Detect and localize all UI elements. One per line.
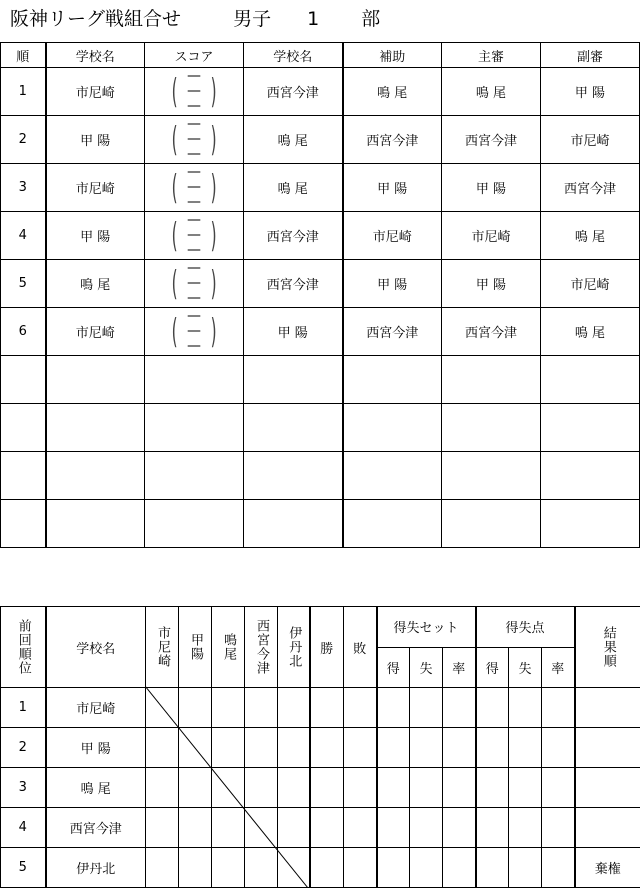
- schedule-cell-team_a: 鳴 尾: [46, 260, 145, 308]
- schedule-cell-team_b: 西宮今津: [244, 212, 343, 260]
- standings-set-rate-cell: [443, 808, 476, 848]
- schedule-cell-team_b: 西宮今津: [244, 260, 343, 308]
- schedule-cell-aux: 西宮今津: [343, 308, 442, 356]
- schedule-cell-umpire: 西宮今津: [442, 308, 541, 356]
- schedule-empty-cell: [343, 356, 442, 404]
- schedule-empty-cell: [541, 452, 640, 500]
- standings-point-lost-cell: [509, 688, 542, 728]
- standings-point-got-cell: [476, 808, 509, 848]
- standings-rank: 5: [1, 848, 46, 888]
- standings-set-got-cell: [377, 848, 410, 888]
- schedule-cell-team_b: 鳴 尾: [244, 164, 343, 212]
- right-bracket: ): [210, 119, 217, 160]
- schedule-cell-team_b: 鳴 尾: [244, 116, 343, 164]
- division-unit: 部: [361, 8, 381, 30]
- standings-point-rate-cell: [542, 848, 575, 888]
- schedule-empty-cell: [244, 356, 343, 404]
- standings-win-cell: [310, 728, 344, 768]
- score-cell: [145, 116, 244, 164]
- score-dashes: — — —: [187, 212, 201, 258]
- schedule-cell-aux: 甲 陽: [343, 260, 442, 308]
- left-bracket: (: [171, 71, 178, 112]
- schedule-empty-cell: [442, 404, 541, 452]
- schedule-empty-cell: [541, 356, 640, 404]
- standings-vs-cell: [179, 728, 212, 768]
- standings-point-rate-cell: [542, 688, 575, 728]
- standings-set-lost-cell: [410, 848, 443, 888]
- standings-row: [1, 768, 640, 808]
- header-set-rate: 率: [443, 647, 476, 688]
- standings-loss-cell: [344, 688, 377, 728]
- header-opp-0: 市尼崎: [146, 607, 179, 688]
- header-school-b: 学校名: [244, 43, 343, 68]
- standings-rank: 1: [1, 688, 46, 728]
- standings-point-lost-cell: [509, 728, 542, 768]
- schedule-cell-order: 3: [1, 164, 46, 212]
- standings-vs-cell: [146, 728, 179, 768]
- division-label: 男子: [233, 8, 272, 30]
- schedule-header-row: [1, 43, 640, 68]
- standings-set-got-cell: [377, 768, 410, 808]
- standings-result-cell: [575, 728, 640, 768]
- standings-vs-cell: [179, 808, 212, 848]
- standings-set-rate-cell: [443, 848, 476, 888]
- right-bracket: ): [210, 215, 217, 256]
- schedule-empty-cell: [244, 404, 343, 452]
- standings-set-rate-cell: [443, 688, 476, 728]
- page-title: [10, 4, 380, 31]
- header-set-diff: 得失セット: [377, 607, 476, 648]
- header-set-lost: 失: [410, 647, 443, 688]
- schedule-empty-cell: [1, 404, 46, 452]
- schedule-cell-order: 4: [1, 212, 46, 260]
- standings-table: [0, 606, 640, 888]
- standings-rank: 3: [1, 768, 46, 808]
- standings-win-cell: [310, 808, 344, 848]
- left-bracket: (: [171, 119, 178, 160]
- score-dashes: — — —: [187, 68, 201, 114]
- schedule-row: [1, 260, 640, 308]
- schedule-empty-cell: [46, 452, 145, 500]
- schedule-row: [1, 164, 640, 212]
- standings-vs-cell: [146, 808, 179, 848]
- left-bracket: (: [171, 263, 178, 304]
- right-bracket: ): [210, 311, 217, 352]
- schedule-cell-order: 1: [1, 68, 46, 116]
- schedule-cell-umpire: 鳴 尾: [442, 68, 541, 116]
- schedule-cell-order: 5: [1, 260, 46, 308]
- standings-vs-cell: [245, 688, 278, 728]
- standings-set-rate-cell: [443, 728, 476, 768]
- standings-point-got-cell: [476, 768, 509, 808]
- schedule-empty-cell: [442, 452, 541, 500]
- header-result: 結果順: [575, 607, 640, 688]
- standings-vs-cell: [212, 808, 245, 848]
- schedule-empty-cell: [343, 500, 442, 548]
- standings-school: 甲 陽: [46, 728, 146, 768]
- schedule-empty-cell: [244, 500, 343, 548]
- schedule-row: [1, 356, 640, 404]
- schedule-cell-aux: 西宮今津: [343, 116, 442, 164]
- schedule-empty-cell: [145, 500, 244, 548]
- schedule-empty-cell: [145, 404, 244, 452]
- schedule-cell-aux: 市尼崎: [343, 212, 442, 260]
- header-score: スコア: [145, 43, 244, 68]
- schedule-table: [0, 42, 640, 548]
- schedule-cell-team_a: 市尼崎: [46, 308, 145, 356]
- schedule-row: [1, 212, 640, 260]
- standings-win-cell: [310, 768, 344, 808]
- standings-vs-cell: [212, 688, 245, 728]
- standings-vs-cell: [146, 848, 179, 888]
- schedule-empty-cell: [145, 356, 244, 404]
- schedule-cell-order: 6: [1, 308, 46, 356]
- schedule-row: [1, 404, 640, 452]
- schedule-cell-umpire: 甲 陽: [442, 260, 541, 308]
- standings-vs-cell: [146, 688, 179, 728]
- schedule-cell-team_b: 甲 陽: [244, 308, 343, 356]
- standings-point-rate-cell: [542, 728, 575, 768]
- standings-set-lost-cell: [410, 768, 443, 808]
- schedule-cell-sub: 甲 陽: [541, 68, 640, 116]
- standings-loss-cell: [344, 848, 377, 888]
- league-title: 阪神リーグ戦組合せ: [10, 8, 182, 30]
- right-bracket: ): [210, 167, 217, 208]
- schedule-cell-team_a: 市尼崎: [46, 164, 145, 212]
- schedule-row: [1, 308, 640, 356]
- schedule-cell-sub: 鳴 尾: [541, 212, 640, 260]
- score-dashes: — — —: [187, 116, 201, 162]
- right-bracket: ): [210, 71, 217, 112]
- standings-school: 西宮今津: [46, 808, 146, 848]
- schedule-cell-aux: 鳴 尾: [343, 68, 442, 116]
- standings-vs-cell: [212, 728, 245, 768]
- header-set-got: 得: [377, 647, 410, 688]
- header-loss: 敗: [344, 607, 377, 688]
- schedule-cell-order: 2: [1, 116, 46, 164]
- standings-school: 伊丹北: [46, 848, 146, 888]
- standings-vs-cell: [278, 768, 310, 808]
- standings-point-lost-cell: [509, 848, 542, 888]
- header-sub-umpire: 副審: [541, 43, 640, 68]
- standings-vs-cell: [278, 808, 310, 848]
- standings-row: [1, 808, 640, 848]
- header-point-lost: 失: [509, 647, 542, 688]
- standings-point-got-cell: [476, 728, 509, 768]
- standings-loss-cell: [344, 808, 377, 848]
- schedule-empty-cell: [1, 356, 46, 404]
- standings-row: [1, 688, 640, 728]
- schedule-cell-umpire: 西宮今津: [442, 116, 541, 164]
- standings-vs-cell: [212, 848, 245, 888]
- left-bracket: (: [171, 215, 178, 256]
- standings-result-cell: [575, 768, 640, 808]
- standings-point-lost-cell: [509, 808, 542, 848]
- schedule-cell-sub: 市尼崎: [541, 260, 640, 308]
- standings-vs-cell: [278, 848, 310, 888]
- schedule-cell-team_a: 甲 陽: [46, 212, 145, 260]
- standings-school: 鳴 尾: [46, 768, 146, 808]
- schedule-empty-cell: [1, 500, 46, 548]
- standings-win-cell: [310, 688, 344, 728]
- score-cell: [145, 212, 244, 260]
- header-school-a: 学校名: [46, 43, 145, 68]
- score-dashes: — — —: [187, 308, 201, 354]
- schedule-empty-cell: [343, 452, 442, 500]
- schedule-row: [1, 68, 640, 116]
- standings-vs-cell: [146, 768, 179, 808]
- score-cell: [145, 308, 244, 356]
- left-bracket: (: [171, 311, 178, 352]
- score-cell: [145, 260, 244, 308]
- schedule-cell-aux: 甲 陽: [343, 164, 442, 212]
- standings-set-lost-cell: [410, 808, 443, 848]
- standings-header-row-1: [1, 607, 640, 648]
- standings-set-rate-cell: [443, 768, 476, 808]
- right-bracket: ): [210, 263, 217, 304]
- schedule-empty-cell: [442, 500, 541, 548]
- standings-row: [1, 848, 640, 888]
- standings-rank: 4: [1, 808, 46, 848]
- schedule-cell-sub: 鳴 尾: [541, 308, 640, 356]
- schedule-empty-cell: [442, 356, 541, 404]
- schedule-empty-cell: [46, 356, 145, 404]
- standings-vs-cell: [278, 728, 310, 768]
- schedule-cell-umpire: 市尼崎: [442, 212, 541, 260]
- standings-rank: 2: [1, 728, 46, 768]
- schedule-row: [1, 116, 640, 164]
- standings-set-lost-cell: [410, 728, 443, 768]
- schedule-cell-team_b: 西宮今津: [244, 68, 343, 116]
- standings-school: 市尼崎: [46, 688, 146, 728]
- schedule-empty-cell: [1, 452, 46, 500]
- standings-vs-cell: [179, 848, 212, 888]
- standings-point-rate-cell: [542, 768, 575, 808]
- standings-loss-cell: [344, 728, 377, 768]
- schedule-row: [1, 452, 640, 500]
- schedule-cell-team_a: 甲 陽: [46, 116, 145, 164]
- standings-set-got-cell: [377, 808, 410, 848]
- standings-vs-cell: [179, 768, 212, 808]
- standings-vs-cell: [245, 848, 278, 888]
- schedule-empty-cell: [46, 404, 145, 452]
- schedule-cell-sub: 市尼崎: [541, 116, 640, 164]
- score-cell: [145, 68, 244, 116]
- schedule-empty-cell: [541, 500, 640, 548]
- standings-result-cell: [575, 808, 640, 848]
- standings-set-got-cell: [377, 688, 410, 728]
- score-cell: [145, 164, 244, 212]
- standings-vs-cell: [212, 768, 245, 808]
- header-order: 順: [1, 43, 46, 68]
- division-number: 1: [307, 8, 320, 30]
- score-dashes: — — —: [187, 164, 201, 210]
- standings-vs-cell: [278, 688, 310, 728]
- schedule-empty-cell: [541, 404, 640, 452]
- standings-win-cell: [310, 848, 344, 888]
- header-aux: 補助: [343, 43, 442, 68]
- schedule-empty-cell: [343, 404, 442, 452]
- standings-point-lost-cell: [509, 768, 542, 808]
- score-dashes: — — —: [187, 260, 201, 306]
- standings-result-cell: [575, 688, 640, 728]
- schedule-cell-team_a: 市尼崎: [46, 68, 145, 116]
- standings-vs-cell: [245, 728, 278, 768]
- schedule-empty-cell: [145, 452, 244, 500]
- schedule-cell-sub: 西宮今津: [541, 164, 640, 212]
- header-opp-3: 西宮今津: [245, 607, 278, 688]
- schedule-empty-cell: [46, 500, 145, 548]
- schedule-empty-cell: [244, 452, 343, 500]
- schedule-row: [1, 500, 640, 548]
- schedule-cell-umpire: 甲 陽: [442, 164, 541, 212]
- header-opp-4: 伊丹北: [278, 607, 310, 688]
- header-point-got: 得: [476, 647, 509, 688]
- header-point-diff: 得失点: [476, 607, 575, 648]
- header-point-rate: 率: [542, 647, 575, 688]
- header-prev-rank: 前回順位: [1, 607, 46, 688]
- standings-loss-cell: [344, 768, 377, 808]
- standings-point-rate-cell: [542, 808, 575, 848]
- header-opp-1: 甲陽: [179, 607, 212, 688]
- header-win: 勝: [310, 607, 344, 688]
- standings-vs-cell: [245, 808, 278, 848]
- standings-vs-cell: [245, 768, 278, 808]
- header-opp-2: 鳴尾: [212, 607, 245, 688]
- standings-set-got-cell: [377, 728, 410, 768]
- standings-point-got-cell: [476, 688, 509, 728]
- header-school: 学校名: [46, 607, 146, 688]
- standings-point-got-cell: [476, 848, 509, 888]
- standings-row: [1, 728, 640, 768]
- header-umpire: 主審: [442, 43, 541, 68]
- standings-vs-cell: [179, 688, 212, 728]
- standings-set-lost-cell: [410, 688, 443, 728]
- left-bracket: (: [171, 167, 178, 208]
- standings-result-cell: 棄権: [575, 848, 640, 888]
